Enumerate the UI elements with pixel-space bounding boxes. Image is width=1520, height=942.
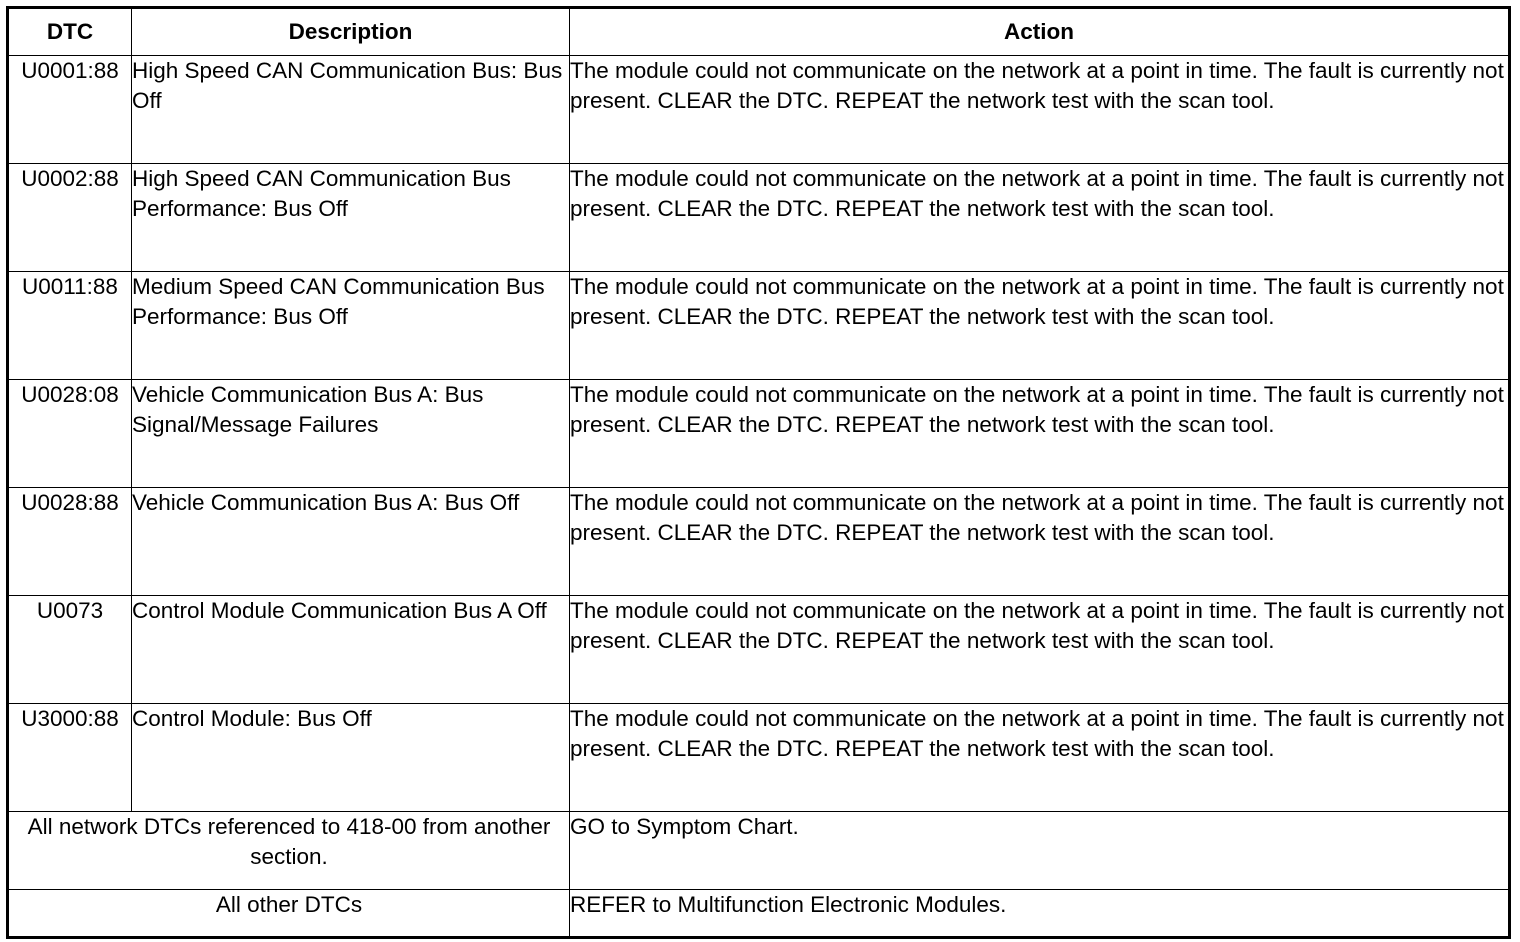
footer-row [8, 890, 1510, 938]
dtc-description: High Speed CAN Communication Bus Performance: Bus Off [132, 164, 570, 272]
footer-action: GO to Symptom Chart. [570, 812, 1510, 890]
dtc-action: The module could not communicate on the network at a point in time. The fault is currently not present. CLEAR the DTC. REPEAT the network test with the scan tool. [570, 704, 1510, 812]
footer-action: REFER to Multifunction Electronic Modules. [570, 890, 1510, 938]
dtc-action: The module could not communicate on the network at a point in time. The fault is currently not present. CLEAR the DTC. REPEAT the network test with the scan tool. [570, 56, 1510, 164]
table-row [8, 488, 1510, 596]
dtc-action: The module could not communicate on the network at a point in time. The fault is currently not present. CLEAR the DTC. REPEAT the network test with the scan tool. [570, 596, 1510, 704]
dtc-table [6, 6, 1511, 939]
dtc-code: U0002:88 [8, 164, 132, 272]
table-row [8, 56, 1510, 164]
dtc-description: High Speed CAN Communication Bus: Bus Off [132, 56, 570, 164]
dtc-description: Vehicle Communication Bus A: Bus Signal/Message Failures [132, 380, 570, 488]
footer-label: All network DTCs referenced to 418-00 from another section. [8, 812, 570, 890]
header-row [8, 8, 1510, 56]
header-dtc: DTC [8, 8, 132, 56]
dtc-description: Medium Speed CAN Communication Bus Performance: Bus Off [132, 272, 570, 380]
table-row [8, 380, 1510, 488]
header-description: Description [132, 8, 570, 56]
dtc-code: U3000:88 [8, 704, 132, 812]
footer-row [8, 812, 1510, 890]
dtc-action: The module could not communicate on the network at a point in time. The fault is currently not present. CLEAR the DTC. REPEAT the network test with the scan tool. [570, 488, 1510, 596]
table-row [8, 272, 1510, 380]
footer-label: All other DTCs [8, 890, 570, 938]
dtc-code: U0001:88 [8, 56, 132, 164]
table-row [8, 164, 1510, 272]
dtc-description: Vehicle Communication Bus A: Bus Off [132, 488, 570, 596]
dtc-code: U0011:88 [8, 272, 132, 380]
dtc-code: U0028:88 [8, 488, 132, 596]
dtc-description: Control Module Communication Bus A Off [132, 596, 570, 704]
dtc-action: The module could not communicate on the network at a point in time. The fault is currently not present. CLEAR the DTC. REPEAT the network test with the scan tool. [570, 272, 1510, 380]
dtc-action: The module could not communicate on the network at a point in time. The fault is currently not present. CLEAR the DTC. REPEAT the network test with the scan tool. [570, 380, 1510, 488]
header-action: Action [570, 8, 1510, 56]
table-row [8, 704, 1510, 812]
dtc-code: U0073 [8, 596, 132, 704]
table-row [8, 596, 1510, 704]
dtc-description: Control Module: Bus Off [132, 704, 570, 812]
dtc-action: The module could not communicate on the network at a point in time. The fault is currently not present. CLEAR the DTC. REPEAT the network test with the scan tool. [570, 164, 1510, 272]
dtc-code: U0028:08 [8, 380, 132, 488]
